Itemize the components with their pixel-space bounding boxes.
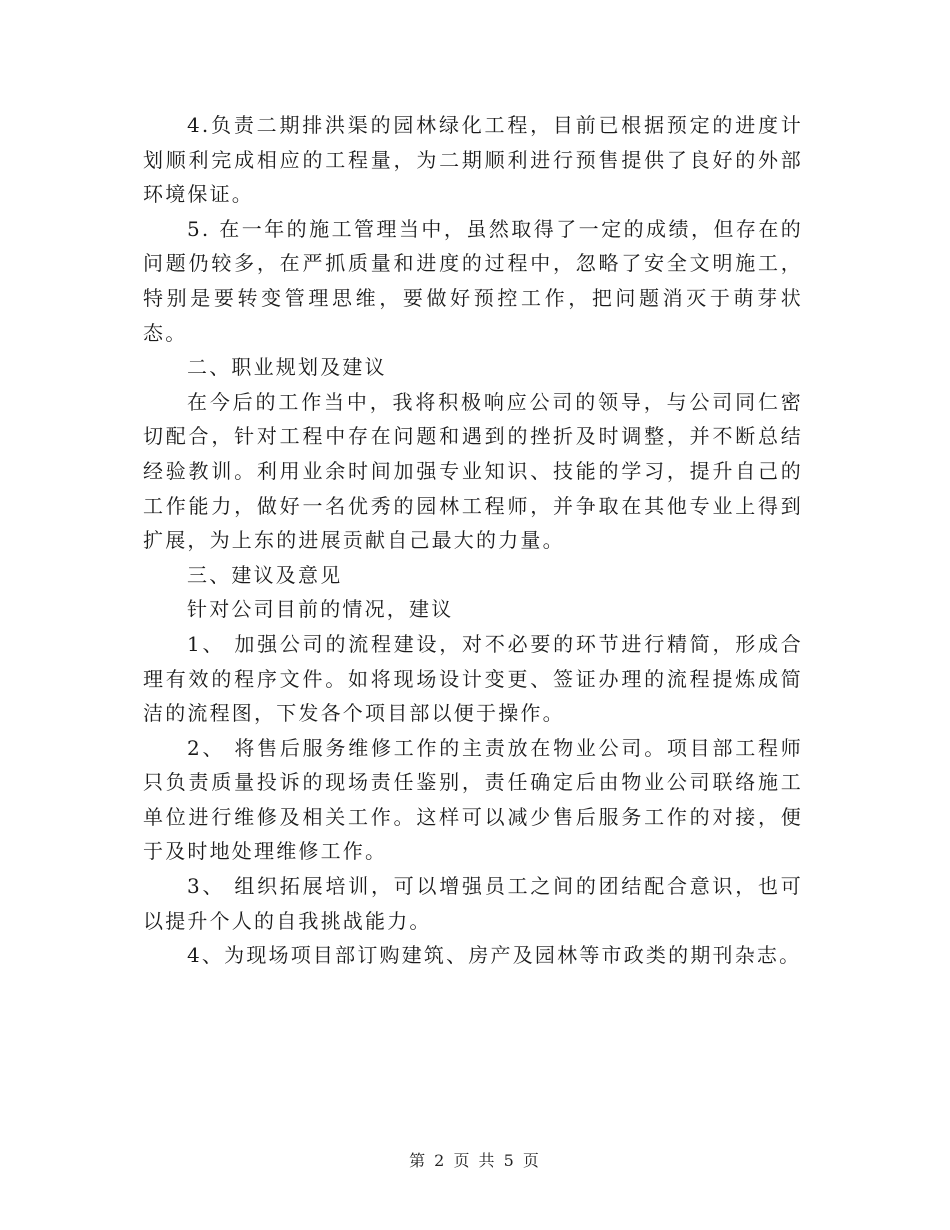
- paragraph-item-4-landscaping: 4.负责二期排洪渠的园林绿化工程，目前已根据预定的进度计划顺利完成相应的工程量，为二期顺利进行预售提供了良好的外部环境保证。: [143, 113, 803, 207]
- paragraph-item-5-construction-management: 5. 在一年的施工管理当中，虽然取得了一定的成绩，但存在的问题仍较多，在严抓质量和进度的过程中，忽略了安全文明施工，特别是要转变管理思维，要做好预控工作，把问题消灭于萌芽状态。: [143, 216, 803, 345]
- suggestion-item-4: 4、为现场项目部订购建筑、房产及园林等市政类的期刊杂志。: [187, 943, 802, 968]
- suggestions-intro: 针对公司目前的情况，建议: [187, 597, 454, 622]
- suggestion-item-2: 2、 将售后服务维修工作的主责放在物业公司。项目部工程师只负责质量投诉的现场责任鉴别，责任确定后由物业公司联络施工单位进行维修及相关工作。这样可以减少售后服务工作的对接，便于及时地处理维修工作。: [143, 735, 803, 864]
- suggestion-item-1: 1、 加强公司的流程建设，对不必要的环节进行精简，形成合理有效的程序文件。如将现场设计变更、签证办理的流程提炼成简洁的流程图，下发各个项目部以便于操作。: [143, 631, 803, 726]
- section-heading-suggestions: 三、建议及意见: [187, 562, 343, 587]
- paragraph-career-plan: 在今后的工作当中，我将积极响应公司的领导，与公司同仁密切配合，针对工程中存在问题和遇到的挫折及时调整，并不断总结经验教训。利用业余时间加强专业知识、技能的学习，提升自己的工作能力，做好一名优秀的园林工程师，并争取在其他专业上得到扩展，为上东的进展贡献自己最大的力量。: [143, 389, 803, 553]
- page-number-footer: 第 2 页 共 5 页: [409, 1151, 541, 1170]
- document-body: [143, 108, 803, 973]
- suggestion-item-3: 3、 组织拓展培训，可以增强员工之间的团结配合意识，也可以提升个人的自我挑战能力。: [143, 874, 803, 933]
- section-heading-career-planning: 二、职业规划及建议: [187, 355, 387, 380]
